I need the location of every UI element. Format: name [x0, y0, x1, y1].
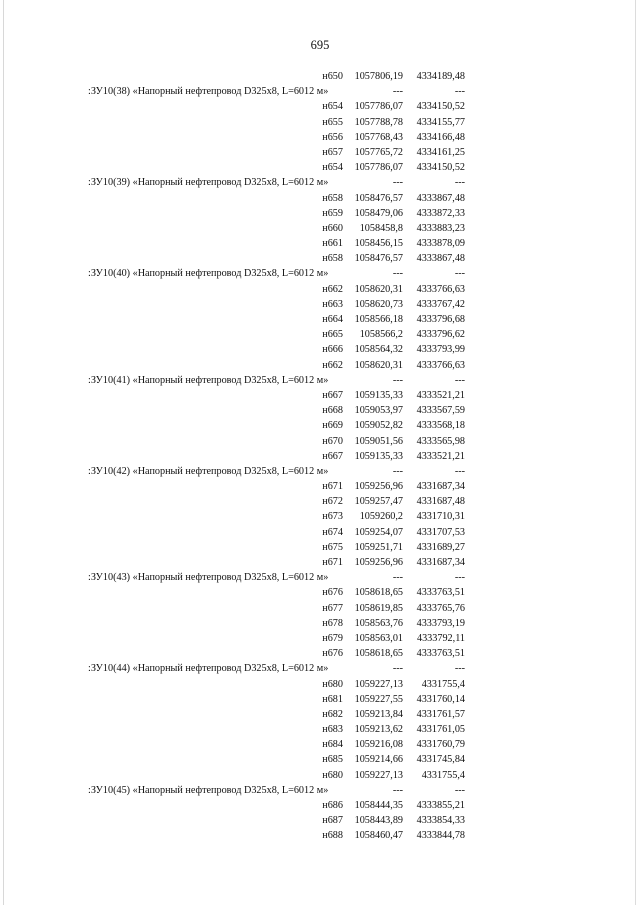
y-coordinate: 4334189,48 [416, 71, 465, 82]
point-id: н673 [322, 511, 343, 523]
y-coordinate: 4331755,4 [421, 769, 465, 781]
x-coordinate: 1058476,57 [354, 192, 403, 204]
y-coordinate: 4334150,52 [416, 162, 465, 174]
x-dash: --- [392, 465, 403, 477]
y-coordinate: 4331707,53 [416, 526, 465, 538]
coordinate-row [0, 449, 640, 464]
x-coordinate: 1059053,97 [354, 405, 403, 417]
point-id: н682 [322, 708, 343, 720]
x-coordinate: 1057788,78 [354, 116, 403, 128]
point-id: н665 [322, 329, 343, 341]
point-id: н681 [322, 693, 343, 705]
x-coordinate: 1059256,96 [354, 557, 403, 568]
y-dash: --- [454, 465, 465, 477]
y-coordinate: 4333763,51 [416, 587, 465, 599]
parcel-header-row [0, 175, 640, 190]
x-coordinate: 1058458,8 [359, 222, 403, 234]
point-id: н678 [322, 617, 343, 629]
point-id: н679 [322, 632, 343, 644]
coordinate-row [0, 585, 640, 600]
point-id: н680 [322, 769, 343, 781]
x-coordinate: 1059256,96 [354, 481, 403, 493]
coordinate-row [0, 251, 640, 266]
coordinate-row [0, 737, 640, 752]
coordinate-row [0, 297, 640, 312]
y-coordinate: 4333521,21 [416, 389, 465, 401]
x-coordinate: 1058460,47 [354, 830, 403, 842]
x-coordinate: 1058620,73 [354, 298, 403, 310]
coordinate-row [0, 115, 640, 130]
coordinate-row [0, 358, 640, 373]
coordinate-table [0, 69, 640, 844]
x-coordinate: 1058476,57 [354, 253, 403, 265]
x-coordinate: 1057768,43 [354, 131, 403, 143]
coordinate-row [0, 813, 640, 828]
y-coordinate: 4333792,11 [416, 632, 465, 644]
parcel-title: :ЗУ10(41) «Напорный нефтепровод D325х8, L=6012 м» [88, 374, 329, 386]
y-coordinate: 4333793,19 [416, 617, 465, 629]
point-id: н688 [322, 830, 343, 842]
y-coordinate: 4333855,21 [416, 800, 465, 811]
parcel-title: :ЗУ10(40) «Напорный нефтепровод D325х8, L=6012 м» [88, 268, 329, 280]
point-id: н654 [322, 101, 343, 113]
point-id: н680 [322, 678, 343, 690]
coordinate-row [0, 312, 640, 327]
coordinate-row [0, 236, 640, 251]
y-dash: --- [454, 268, 465, 280]
x-coordinate: 1059135,33 [354, 389, 403, 401]
x-coordinate: 1058618,65 [354, 587, 403, 599]
x-coordinate: 1058564,32 [354, 344, 403, 356]
coordinate-row [0, 752, 640, 767]
y-coordinate: 4334155,77 [416, 116, 465, 128]
coordinate-row [0, 99, 640, 114]
x-coordinate: 1058618,65 [354, 648, 403, 660]
y-coordinate: 4331710,31 [416, 511, 465, 523]
x-coordinate: 1058566,2 [359, 329, 403, 341]
point-id: н687 [322, 815, 343, 827]
parcel-title: :ЗУ10(44) «Напорный нефтепровод D325х8, L=6012 м» [88, 663, 329, 675]
coordinate-row [0, 616, 640, 631]
coordinate-row [0, 722, 640, 737]
x-coordinate: 1058479,06 [354, 207, 403, 219]
coordinate-row [0, 418, 640, 433]
coordinate-row [0, 206, 640, 221]
x-coordinate: 1057786,07 [354, 101, 403, 113]
coordinate-row [0, 69, 640, 84]
x-coordinate: 1058444,35 [354, 800, 403, 811]
point-id: н671 [322, 557, 343, 568]
y-coordinate: 4333793,99 [416, 344, 465, 356]
point-id: н676 [322, 648, 343, 660]
x-coordinate: 1058619,85 [354, 602, 403, 614]
x-coordinate: 1059213,62 [354, 724, 403, 736]
y-coordinate: 4333878,09 [416, 238, 465, 250]
parcel-title: :ЗУ10(38) «Напорный нефтепровод D325х8, L=6012 м» [88, 86, 329, 98]
coordinate-row [0, 677, 640, 692]
coordinate-row [0, 191, 640, 206]
parcel-title: :ЗУ10(42) «Напорный нефтепровод D325х8, L=6012 м» [88, 465, 329, 477]
x-coordinate: 1059257,47 [354, 496, 403, 508]
y-coordinate: 4331687,34 [416, 557, 465, 568]
y-coordinate: 4333796,68 [416, 314, 465, 325]
y-coordinate: 4333883,23 [416, 222, 465, 234]
point-id: н654 [322, 162, 343, 174]
x-coordinate: 1059213,84 [354, 708, 403, 720]
parcel-title: :ЗУ10(43) «Напорный нефтепровод D325х8, L=6012 м» [88, 572, 329, 584]
y-coordinate: 4333796,62 [416, 329, 465, 341]
point-id: н674 [322, 526, 343, 538]
y-coordinate: 4334161,25 [416, 146, 465, 158]
coordinate-row [0, 160, 640, 175]
x-coordinate: 1059251,71 [354, 541, 403, 553]
y-coordinate: 4333567,59 [416, 405, 465, 417]
point-id: н667 [322, 450, 343, 462]
x-coordinate: 1058456,15 [354, 238, 403, 250]
x-dash: --- [392, 86, 403, 98]
point-id: н685 [322, 754, 343, 766]
x-coordinate: 1059227,55 [354, 693, 403, 705]
point-id: н675 [322, 541, 343, 553]
y-dash: --- [454, 374, 465, 386]
x-coordinate: 1059052,82 [354, 420, 403, 432]
y-coordinate: 4333763,51 [416, 648, 465, 660]
point-id: н662 [322, 283, 343, 295]
x-dash: --- [392, 784, 403, 796]
coordinate-row [0, 388, 640, 403]
coordinate-row [0, 434, 640, 449]
parcel-header-row [0, 661, 640, 676]
x-coordinate: 1059216,08 [354, 739, 403, 751]
x-coordinate: 1057806,19 [354, 71, 403, 82]
parcel-header-row [0, 373, 640, 388]
coordinate-row [0, 798, 640, 813]
y-coordinate: 4333767,42 [416, 298, 465, 310]
y-coordinate: 4331687,48 [416, 496, 465, 508]
point-id: н668 [322, 405, 343, 417]
coordinate-row [0, 828, 640, 843]
point-id: н660 [322, 222, 343, 234]
y-coordinate: 4331761,05 [416, 724, 465, 736]
y-coordinate: 4333765,76 [416, 602, 465, 614]
point-id: н658 [322, 192, 343, 204]
y-coordinate: 4333854,33 [416, 815, 465, 827]
x-coordinate: 1059214,66 [354, 754, 403, 766]
point-id: н677 [322, 602, 343, 614]
point-id: н658 [322, 253, 343, 265]
y-coordinate: 4331745,84 [416, 754, 465, 766]
parcel-header-row [0, 84, 640, 99]
coordinate-row [0, 494, 640, 509]
point-id: н676 [322, 587, 343, 599]
y-dash: --- [454, 86, 465, 98]
y-dash: --- [454, 784, 465, 796]
coordinate-row [0, 540, 640, 555]
y-coordinate: 4333867,48 [416, 192, 465, 204]
point-id: н670 [322, 435, 343, 447]
y-coordinate: 4333867,48 [416, 253, 465, 265]
point-id: н657 [322, 146, 343, 158]
x-dash: --- [392, 374, 403, 386]
point-id: н662 [322, 359, 343, 371]
y-coordinate: 4331760,14 [416, 693, 465, 705]
coordinate-row [0, 707, 640, 722]
coordinate-row [0, 145, 640, 160]
x-coordinate: 1059254,07 [354, 526, 403, 538]
y-coordinate: 4331687,34 [416, 481, 465, 493]
y-coordinate: 4333766,63 [416, 359, 465, 371]
y-coordinate: 4333766,63 [416, 283, 465, 295]
point-id: н650 [322, 71, 343, 82]
parcel-title: :ЗУ10(45) «Напорный нефтепровод D325х8, L=6012 м» [88, 784, 329, 796]
point-id: н669 [322, 420, 343, 432]
x-dash: --- [392, 663, 403, 675]
point-id: н661 [322, 238, 343, 250]
y-dash: --- [454, 572, 465, 584]
x-dash: --- [392, 268, 403, 280]
point-id: н663 [322, 298, 343, 310]
parcel-header-row [0, 464, 640, 479]
parcel-header-row [0, 783, 640, 798]
point-id: н672 [322, 496, 343, 508]
point-id: н667 [322, 389, 343, 401]
coordinate-row [0, 692, 640, 707]
x-coordinate: 1059051,56 [354, 435, 403, 447]
x-coordinate: 1058620,31 [354, 359, 403, 371]
coordinate-row [0, 601, 640, 616]
parcel-header-row [0, 570, 640, 585]
x-coordinate: 1057765,72 [354, 146, 403, 158]
y-coordinate: 4333565,98 [416, 435, 465, 447]
coordinate-row [0, 768, 640, 783]
y-coordinate: 4331760,79 [416, 739, 465, 751]
parcel-header-row [0, 266, 640, 281]
x-dash: --- [392, 572, 403, 584]
x-dash: --- [392, 177, 403, 189]
x-coordinate: 1059227,13 [354, 678, 403, 690]
x-coordinate: 1059135,33 [354, 450, 403, 462]
point-id: н684 [322, 739, 343, 751]
point-id: н686 [322, 800, 343, 811]
coordinate-row [0, 525, 640, 540]
point-id: н664 [322, 314, 343, 325]
point-id: н666 [322, 344, 343, 356]
y-coordinate: 4331755,4 [421, 678, 465, 690]
y-coordinate: 4331689,27 [416, 541, 465, 553]
x-coordinate: 1059260,2 [359, 511, 403, 523]
y-coordinate: 4333521,21 [416, 450, 465, 462]
y-coordinate: 4334166,48 [416, 131, 465, 143]
x-coordinate: 1058566,18 [354, 314, 403, 325]
y-dash: --- [454, 177, 465, 189]
coordinate-row [0, 479, 640, 494]
page-number: 695 [310, 38, 330, 52]
x-coordinate: 1059227,13 [354, 769, 403, 781]
coordinate-row [0, 646, 640, 661]
parcel-title: :ЗУ10(39) «Напорный нефтепровод D325х8, L=6012 м» [88, 177, 329, 189]
coordinate-row [0, 282, 640, 297]
coordinate-row [0, 327, 640, 342]
x-coordinate: 1058563,01 [354, 632, 403, 644]
coordinate-row [0, 403, 640, 418]
y-coordinate: 4334150,52 [416, 101, 465, 113]
coordinate-row [0, 631, 640, 646]
y-coordinate: 4333568,18 [416, 420, 465, 432]
point-id: н659 [322, 207, 343, 219]
coordinate-row [0, 509, 640, 524]
coordinate-row [0, 221, 640, 236]
point-id: н655 [322, 116, 343, 128]
coordinate-row [0, 342, 640, 357]
y-coordinate: 4331761,57 [416, 708, 465, 720]
point-id: н656 [322, 131, 343, 143]
x-coordinate: 1057786,07 [354, 162, 403, 174]
coordinate-row [0, 130, 640, 145]
y-dash: --- [454, 663, 465, 675]
point-id: н671 [322, 481, 343, 493]
x-coordinate: 1058443,89 [354, 815, 403, 827]
coordinate-row [0, 555, 640, 570]
x-coordinate: 1058563,76 [354, 617, 403, 629]
x-coordinate: 1058620,31 [354, 283, 403, 295]
y-coordinate: 4333872,33 [416, 207, 465, 219]
point-id: н683 [322, 724, 343, 736]
y-coordinate: 4333844,78 [416, 830, 465, 842]
